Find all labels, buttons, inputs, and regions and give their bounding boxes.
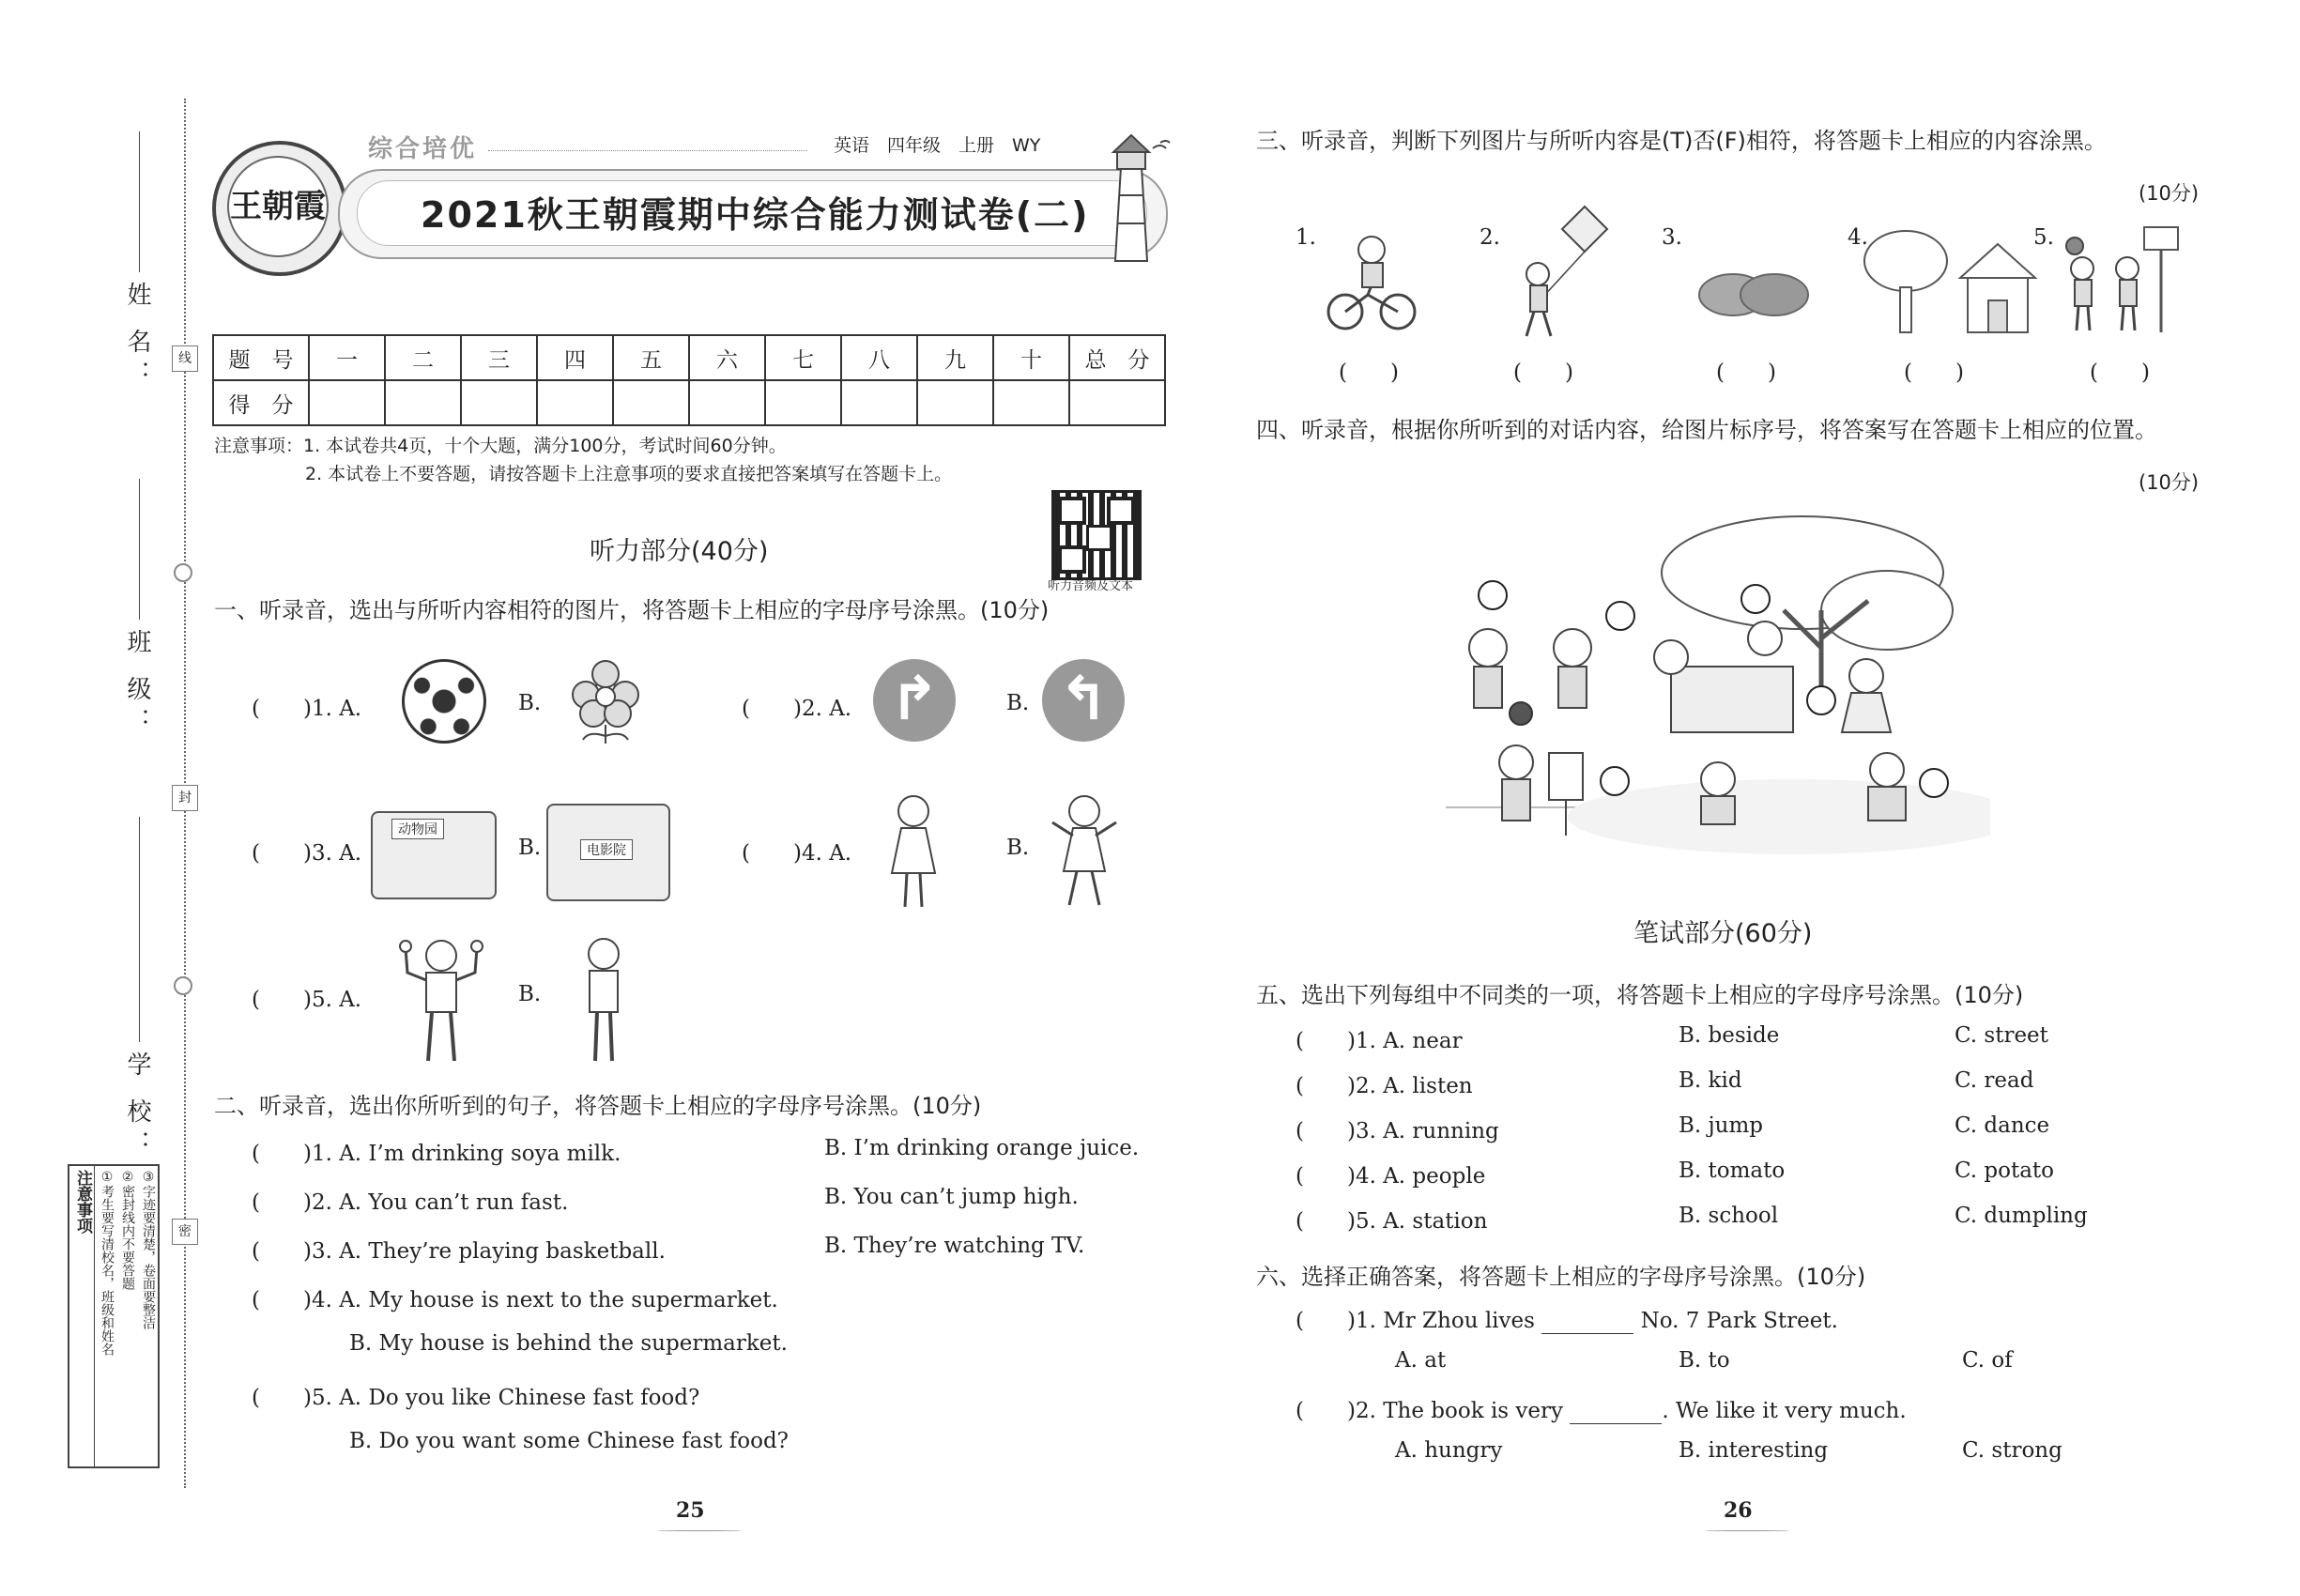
sec6-q2-post: . We like it very much. xyxy=(1662,1399,1907,1423)
page-number-right: 26 xyxy=(1724,1498,1753,1523)
park-scene-image[interactable] xyxy=(1446,498,1990,873)
girl-dancing-image[interactable] xyxy=(1047,789,1122,913)
cinema-sign: 电影院 xyxy=(580,839,633,860)
boy-standing-image[interactable] xyxy=(571,933,636,1067)
sec2-q5-a: ( )5. A. Do you like Chinese fast food? xyxy=(252,1386,700,1410)
school-underline xyxy=(139,817,140,1042)
score-cell[interactable] xyxy=(537,380,613,425)
sec3-paren: ( ) xyxy=(1513,361,1573,385)
zoo-gate-image[interactable] xyxy=(371,811,497,899)
score-cell[interactable] xyxy=(385,380,461,425)
turn-right-icon[interactable]: ↱ xyxy=(873,659,956,742)
page-number-left: 25 xyxy=(676,1498,705,1523)
sec3-paren: ( ) xyxy=(1339,361,1399,385)
sec2-q4-b: B. My house is behind the supermarket. xyxy=(349,1331,788,1356)
sec1-q2-stem: ( )2. A. xyxy=(742,697,852,721)
sec5-q5-a: ( )5. A. station xyxy=(1296,1209,1488,1234)
sec5-q2-a: ( )2. A. listen xyxy=(1296,1074,1473,1098)
sec3-num: 1. xyxy=(1296,225,1316,250)
sec5-q1-b: B. beside xyxy=(1679,1023,1780,1048)
sec1-q2-b: B. xyxy=(1006,691,1030,715)
sec3-title: 三、听录音，判断下列图片与所听内容是(T)否(F)相符，将答题卡上相应的内容涂黑。 xyxy=(1256,128,2107,154)
soccer-ball-icon[interactable] xyxy=(402,659,486,744)
sec2-q2-a: ( )2. A. You can’t run fast. xyxy=(252,1190,569,1215)
sec2-q5-b: B. Do you want some Chinese fast food? xyxy=(349,1429,789,1453)
score-header-cell: 五 xyxy=(613,335,689,380)
listening-title: 听力部分(40分) xyxy=(590,537,769,566)
binding-ring-icon xyxy=(174,563,192,582)
series-label: 综合培优 xyxy=(368,135,478,163)
score-cell[interactable] xyxy=(461,380,537,425)
sec1-q4-stem: ( )4. A. xyxy=(742,841,852,866)
potatoes-image[interactable] xyxy=(1697,267,1810,323)
sec1-q1-stem: ( )1. A. xyxy=(252,697,362,721)
zoo-sign: 动物园 xyxy=(391,819,444,839)
sec1-title: 一、听录音，选出与所听内容相符的图片，将答题卡上相应的字母序号涂黑。(10分) xyxy=(214,597,1050,623)
score-header-cell: 四 xyxy=(537,335,613,380)
notes-box-title: 注意事项 xyxy=(73,1170,92,1234)
score-header-cell: 总 分 xyxy=(1069,335,1165,380)
score-cell[interactable] xyxy=(309,380,385,425)
sec2-q1-b: B. I’m drinking orange juice. xyxy=(824,1136,1140,1160)
notes-box xyxy=(68,1164,160,1468)
sec6-q1-post: No. 7 Park Street. xyxy=(1640,1309,1838,1333)
sec5-q4-c: C. potato xyxy=(1955,1159,2055,1183)
lighthouse-icon xyxy=(1080,130,1183,270)
sec5-q1-a: ( )1. A. near xyxy=(1296,1029,1463,1053)
score-cell[interactable] xyxy=(841,380,917,425)
page-flourish xyxy=(1705,1530,1789,1531)
class-underline xyxy=(139,479,140,620)
sec5-q3-b: B. jump xyxy=(1679,1113,1764,1138)
seal-char: 线 xyxy=(172,345,198,372)
turn-left-icon[interactable]: ↰ xyxy=(1042,659,1125,742)
sec2-q3-a: ( )3. A. They’re playing basketball. xyxy=(252,1239,666,1264)
sec3-paren: ( ) xyxy=(1904,361,1964,385)
subject-tags: 英语 四年级 上册 WY xyxy=(834,135,1041,156)
sec5-q4-a: ( )4. A. people xyxy=(1296,1164,1486,1189)
sec2-title: 二、听录音，选出你所听到的句子，将答题卡上相应的字母序号涂黑。(10分) xyxy=(214,1093,982,1119)
name-underline xyxy=(139,131,140,272)
sec5-q5-c: C. dumpling xyxy=(1955,1204,2088,1228)
boy-flying-kite-image[interactable] xyxy=(1510,201,1613,342)
sec1-q3-stem: ( )3. A. xyxy=(252,841,362,866)
score-header-row xyxy=(213,335,1165,380)
sec2-q1-a: ( )1. A. I’m drinking soya milk. xyxy=(252,1142,621,1166)
score-cell[interactable] xyxy=(917,380,993,425)
sec3-num: 4. xyxy=(1848,225,1868,250)
notes-line-1: 注意事项：1. 本试卷共4页，十个大题，满分100分，考试时间60分钟。 xyxy=(214,436,787,456)
sec3-num: 5. xyxy=(2033,225,2054,250)
score-header-cell: 七 xyxy=(765,335,841,380)
answer-blank[interactable] xyxy=(1570,1404,1662,1424)
sec2-q4-a: ( )4. A. My house is next to the supermarket. xyxy=(252,1288,778,1312)
sec1-q5-b: B. xyxy=(518,982,542,1006)
sec1-q1-b: B. xyxy=(518,691,542,715)
score-cell[interactable] xyxy=(1069,380,1165,425)
notes-box-item: ②密封线内不要答题 xyxy=(120,1170,135,1290)
sec2-q3-b: B. They’re watching TV. xyxy=(824,1234,1085,1258)
score-cell[interactable] xyxy=(689,380,765,425)
sec3-paren: ( ) xyxy=(1716,361,1776,385)
sec1-q3-b: B. xyxy=(518,836,542,860)
sec4-title: 四、听录音，根据你所听到的对话内容，给图片标序号，将答案写在答题卡上相应的位置。 xyxy=(1256,417,2157,443)
notes-box-item: ①考生要写清校名，班级和姓名 xyxy=(100,1170,115,1356)
children-basketball-image[interactable] xyxy=(2054,223,2185,336)
score-header-cell: 一 xyxy=(309,335,385,380)
exam-title: 2021秋王朝霞期中综合能力测试卷(二) xyxy=(421,194,1090,236)
sec6-title: 六、选择正确答案，将答题卡上相应的字母序号涂黑。(10分) xyxy=(1256,1264,1866,1290)
sec3-num: 2. xyxy=(1480,225,1500,250)
sec1-q4-b: B. xyxy=(1006,836,1030,860)
sec5-q2-b: B. kid xyxy=(1679,1068,1742,1093)
sec2-q2-b: B. You can’t jump high. xyxy=(824,1185,1079,1209)
score-table xyxy=(212,334,1166,426)
answer-blank[interactable] xyxy=(1541,1314,1633,1334)
sec5-q2-c: C. read xyxy=(1955,1068,2034,1093)
score-header-cell: 六 xyxy=(689,335,765,380)
sec6-q1-opt-c: C. of xyxy=(1962,1348,2013,1373)
brand-logo-text: 王朝霞 xyxy=(227,156,329,257)
seal-char: 密 xyxy=(172,1219,198,1245)
sec5-q4-b: B. tomato xyxy=(1679,1159,1786,1183)
score-row-label: 得 分 xyxy=(213,380,309,425)
sec1-q5-stem: ( )5. A. xyxy=(252,988,362,1012)
score-header-cell: 九 xyxy=(917,335,993,380)
seal-char: 封 xyxy=(172,785,198,811)
flower-icon[interactable] xyxy=(563,657,648,746)
sec6-q2-pre: ( )2. The book is very xyxy=(1296,1399,1564,1423)
sec6-q1 xyxy=(1296,1303,1838,1334)
score-cell[interactable] xyxy=(993,380,1069,425)
qr-code[interactable] xyxy=(1051,490,1142,580)
sec6-q2-opt-c: C. strong xyxy=(1962,1438,2062,1463)
sec6-q2 xyxy=(1296,1393,1907,1424)
school-label: 学 校： xyxy=(123,1051,151,1163)
strong-boy-image[interactable] xyxy=(394,935,488,1067)
sec5-q3-c: C. dance xyxy=(1955,1113,2050,1138)
tree-and-house-image[interactable] xyxy=(1857,223,2045,336)
sec4-points: (10分) xyxy=(2139,471,2200,494)
score-cell[interactable] xyxy=(765,380,841,425)
sec5-q5-b: B. school xyxy=(1679,1204,1779,1228)
notes-line-2: 2. 本试卷上不要答题，请按答题卡上注意事项的要求直接把答案填写在答题卡上。 xyxy=(305,464,953,484)
girl-standing-image[interactable] xyxy=(881,789,946,913)
sec6-q2-opt-b: B. interesting xyxy=(1679,1438,1829,1463)
sec6-q2-opt-a: A. hungry xyxy=(1395,1438,1503,1463)
sec3-paren: ( ) xyxy=(2090,361,2150,385)
score-header-cell: 题 号 xyxy=(213,335,309,380)
sec3-points: (10分) xyxy=(2139,182,2200,205)
notes-box-item: ③字迹要清楚，卷面要整洁 xyxy=(141,1170,156,1329)
sec6-q1-opt-a: A. at xyxy=(1395,1348,1447,1373)
class-label: 班 级： xyxy=(123,629,151,741)
name-label: 姓 名： xyxy=(123,282,151,393)
score-header-cell: 八 xyxy=(841,335,917,380)
page-flourish xyxy=(657,1530,742,1531)
sec6-q1-pre: ( )1. Mr Zhou lives xyxy=(1296,1309,1535,1333)
sec5-q1-c: C. street xyxy=(1955,1023,2048,1048)
written-title: 笔试部分(60分) xyxy=(1633,919,1813,948)
qr-caption: 听力音频及文本 xyxy=(1048,579,1134,593)
sec5-q3-a: ( )3. A. running xyxy=(1296,1119,1499,1143)
series-rule xyxy=(488,150,807,151)
score-header-cell: 二 xyxy=(385,335,461,380)
sec5-title: 五、选出下列每组中不同类的一项，将答题卡上相应的字母序号涂黑。(10分) xyxy=(1256,982,2024,1008)
sec6-q1-opt-b: B. to xyxy=(1679,1348,1730,1373)
score-header-cell: 十 xyxy=(993,335,1069,380)
cinema-image[interactable] xyxy=(546,804,670,901)
sec3-num: 3. xyxy=(1662,225,1682,250)
score-value-row xyxy=(213,380,1165,425)
score-cell[interactable] xyxy=(613,380,689,425)
boy-riding-bike-image[interactable] xyxy=(1319,229,1422,332)
binding-ring-icon xyxy=(174,976,192,995)
score-header-cell: 三 xyxy=(461,335,537,380)
